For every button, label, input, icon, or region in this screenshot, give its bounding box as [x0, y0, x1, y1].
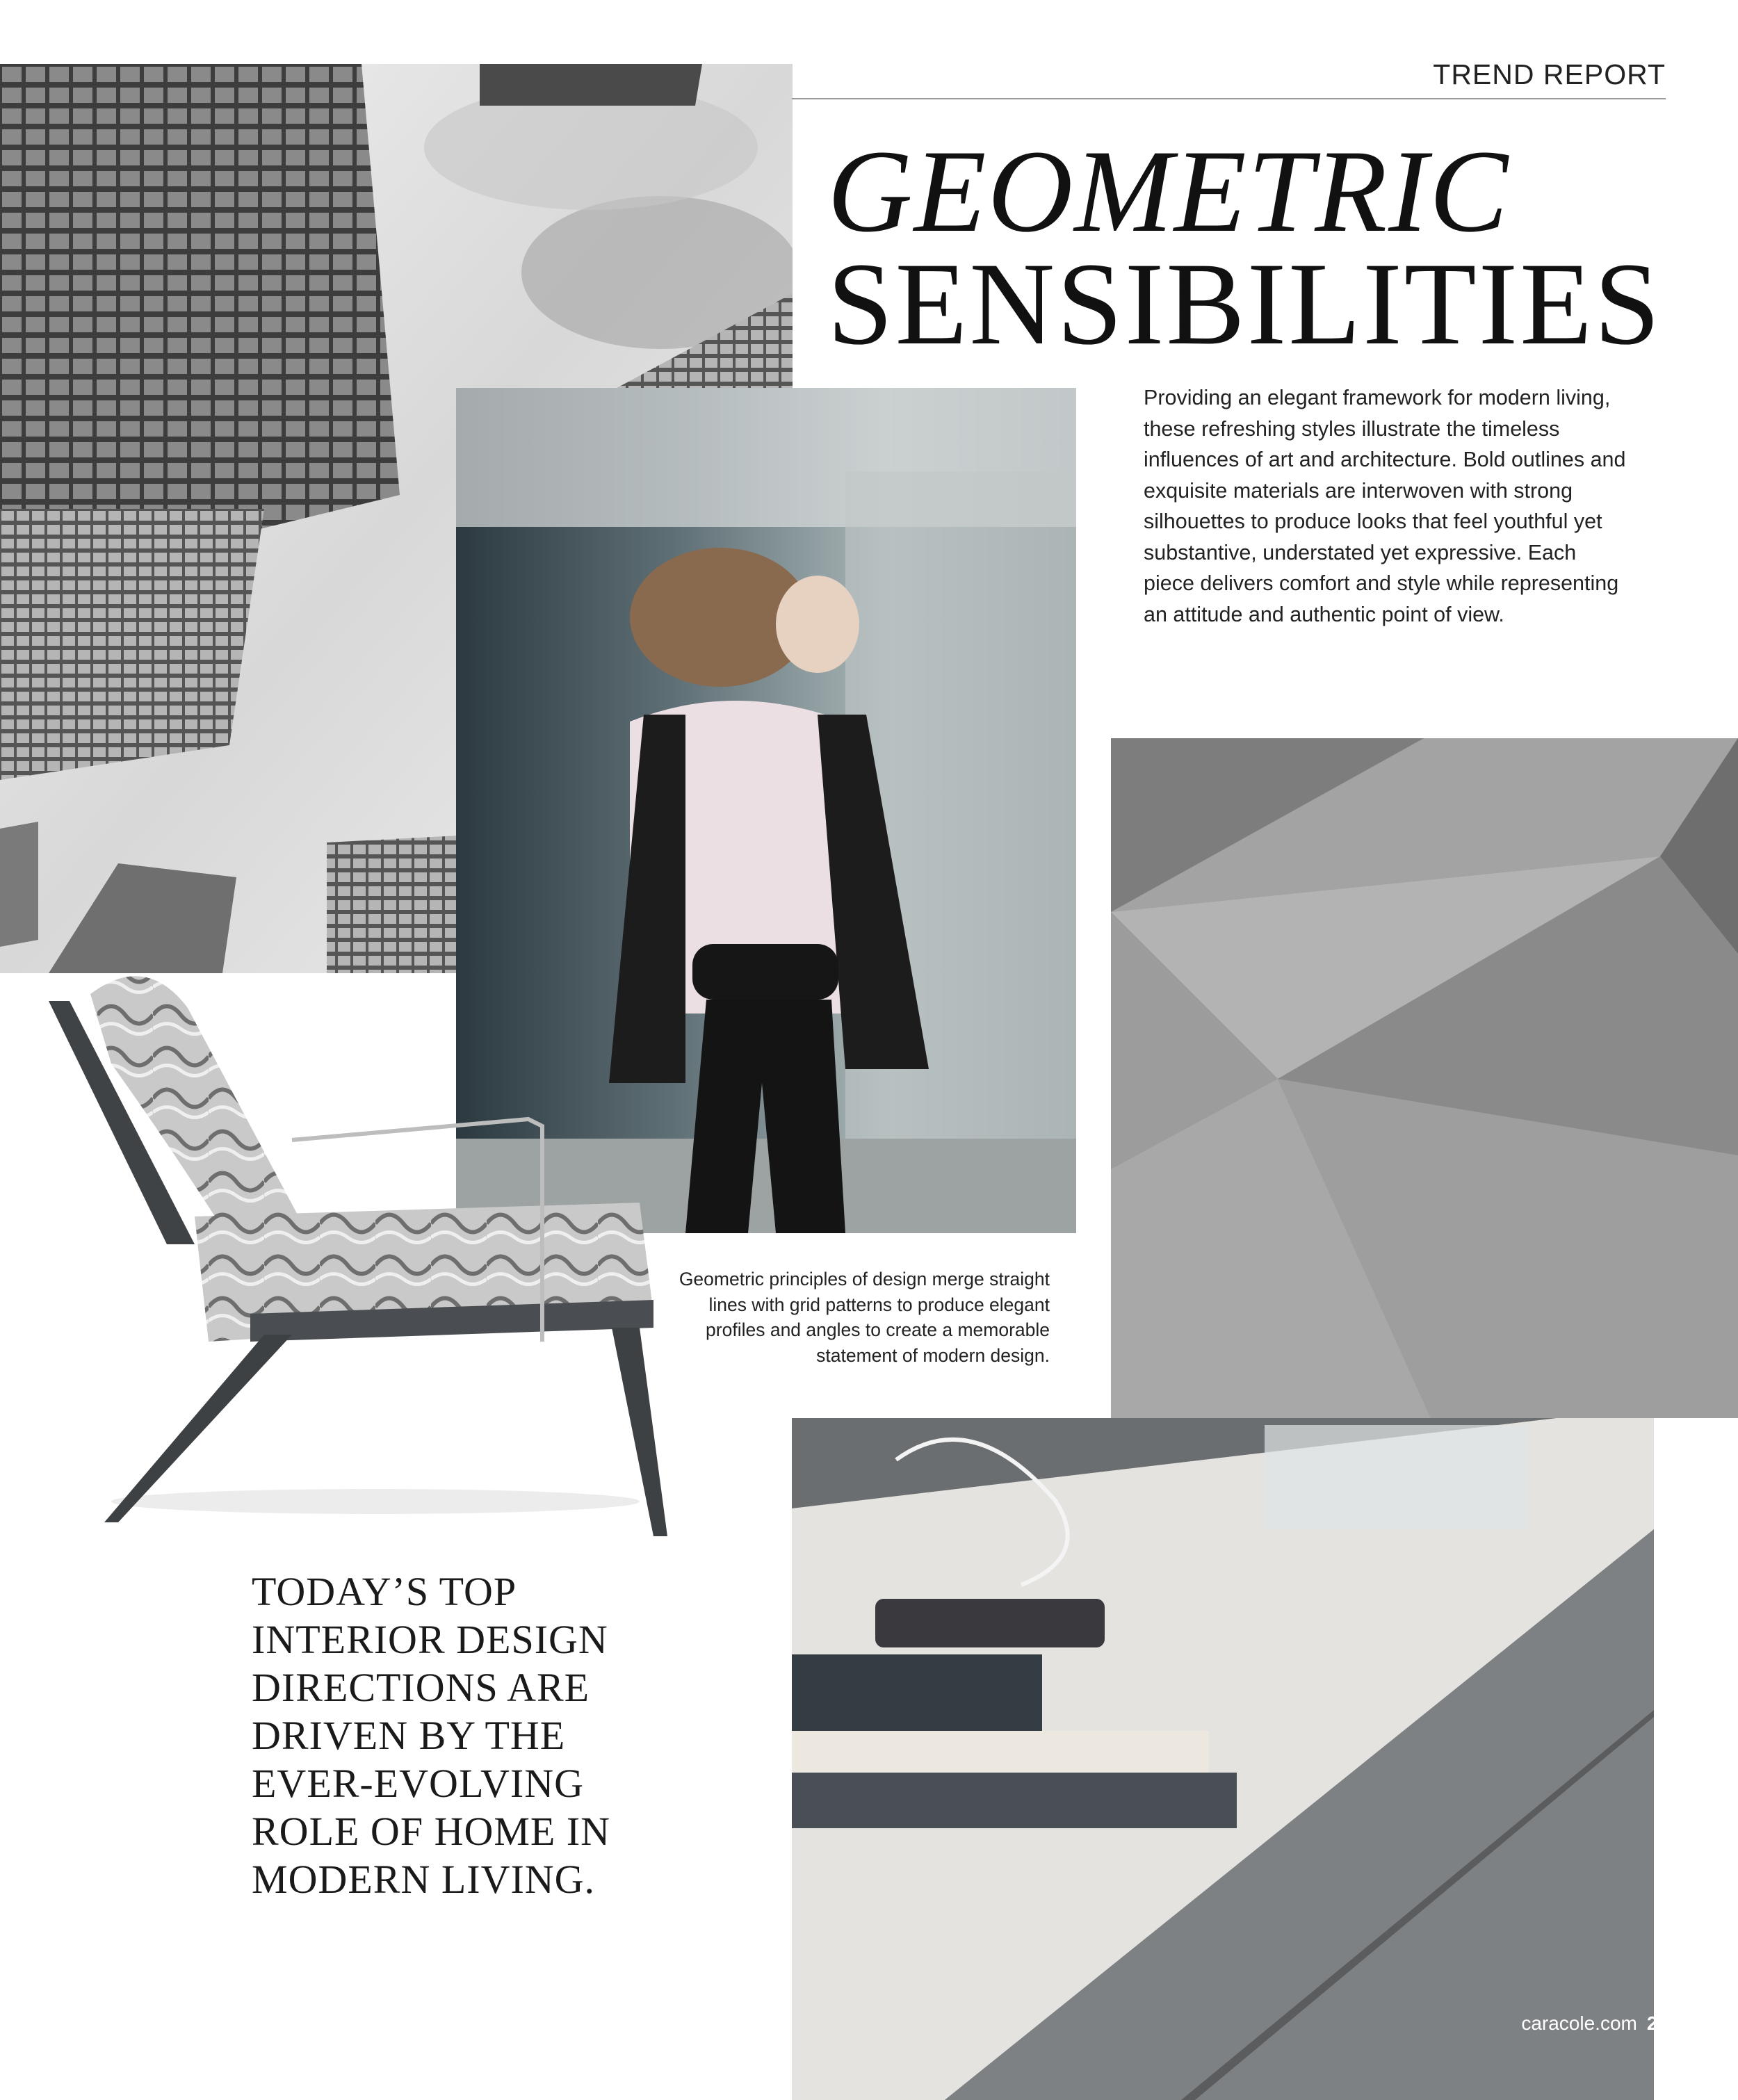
sideboard-with-books-photo	[792, 1418, 1654, 2100]
website-label[interactable]: caracole.com	[1521, 2012, 1637, 2034]
header-rule	[792, 98, 1666, 99]
page-footer	[1521, 2012, 1668, 2035]
pull-quote: TODAY’S TOP INTERIOR DESIGN DIRECTIONS ARE DRIVEN BY THE EVER-EVOLVING ROLE OF HOME IN MODERN LIVING.	[252, 1569, 611, 1902]
section-label: TREND REPORT	[1433, 58, 1666, 90]
headline-line-2: SENSIBILITIES	[827, 238, 1662, 369]
photo-caption: Geometric principles of design merge straight lines with grid patterns to produce elegant profiles and angles to create a memorable statement of modern design.	[679, 1269, 1050, 1366]
marble-lounge-chair-photo	[42, 952, 667, 1550]
intro-paragraph: Providing an elegant framework for modern living, these refreshing styles illustrate the timeless influences of art and architecture. Bold outlines and exquisite materials are interwoven with strong silhouettes to produce looks that feel youthful yet substantive, understated yet expressive. Each piece delivers comfort and style while representing an attitude and authentic point of view.	[1144, 386, 1626, 626]
gray-geometric-texture	[1111, 738, 1738, 1418]
page-number: 21	[1646, 2012, 1668, 2034]
headline-line-1: GEOMETRIC	[827, 126, 1510, 257]
